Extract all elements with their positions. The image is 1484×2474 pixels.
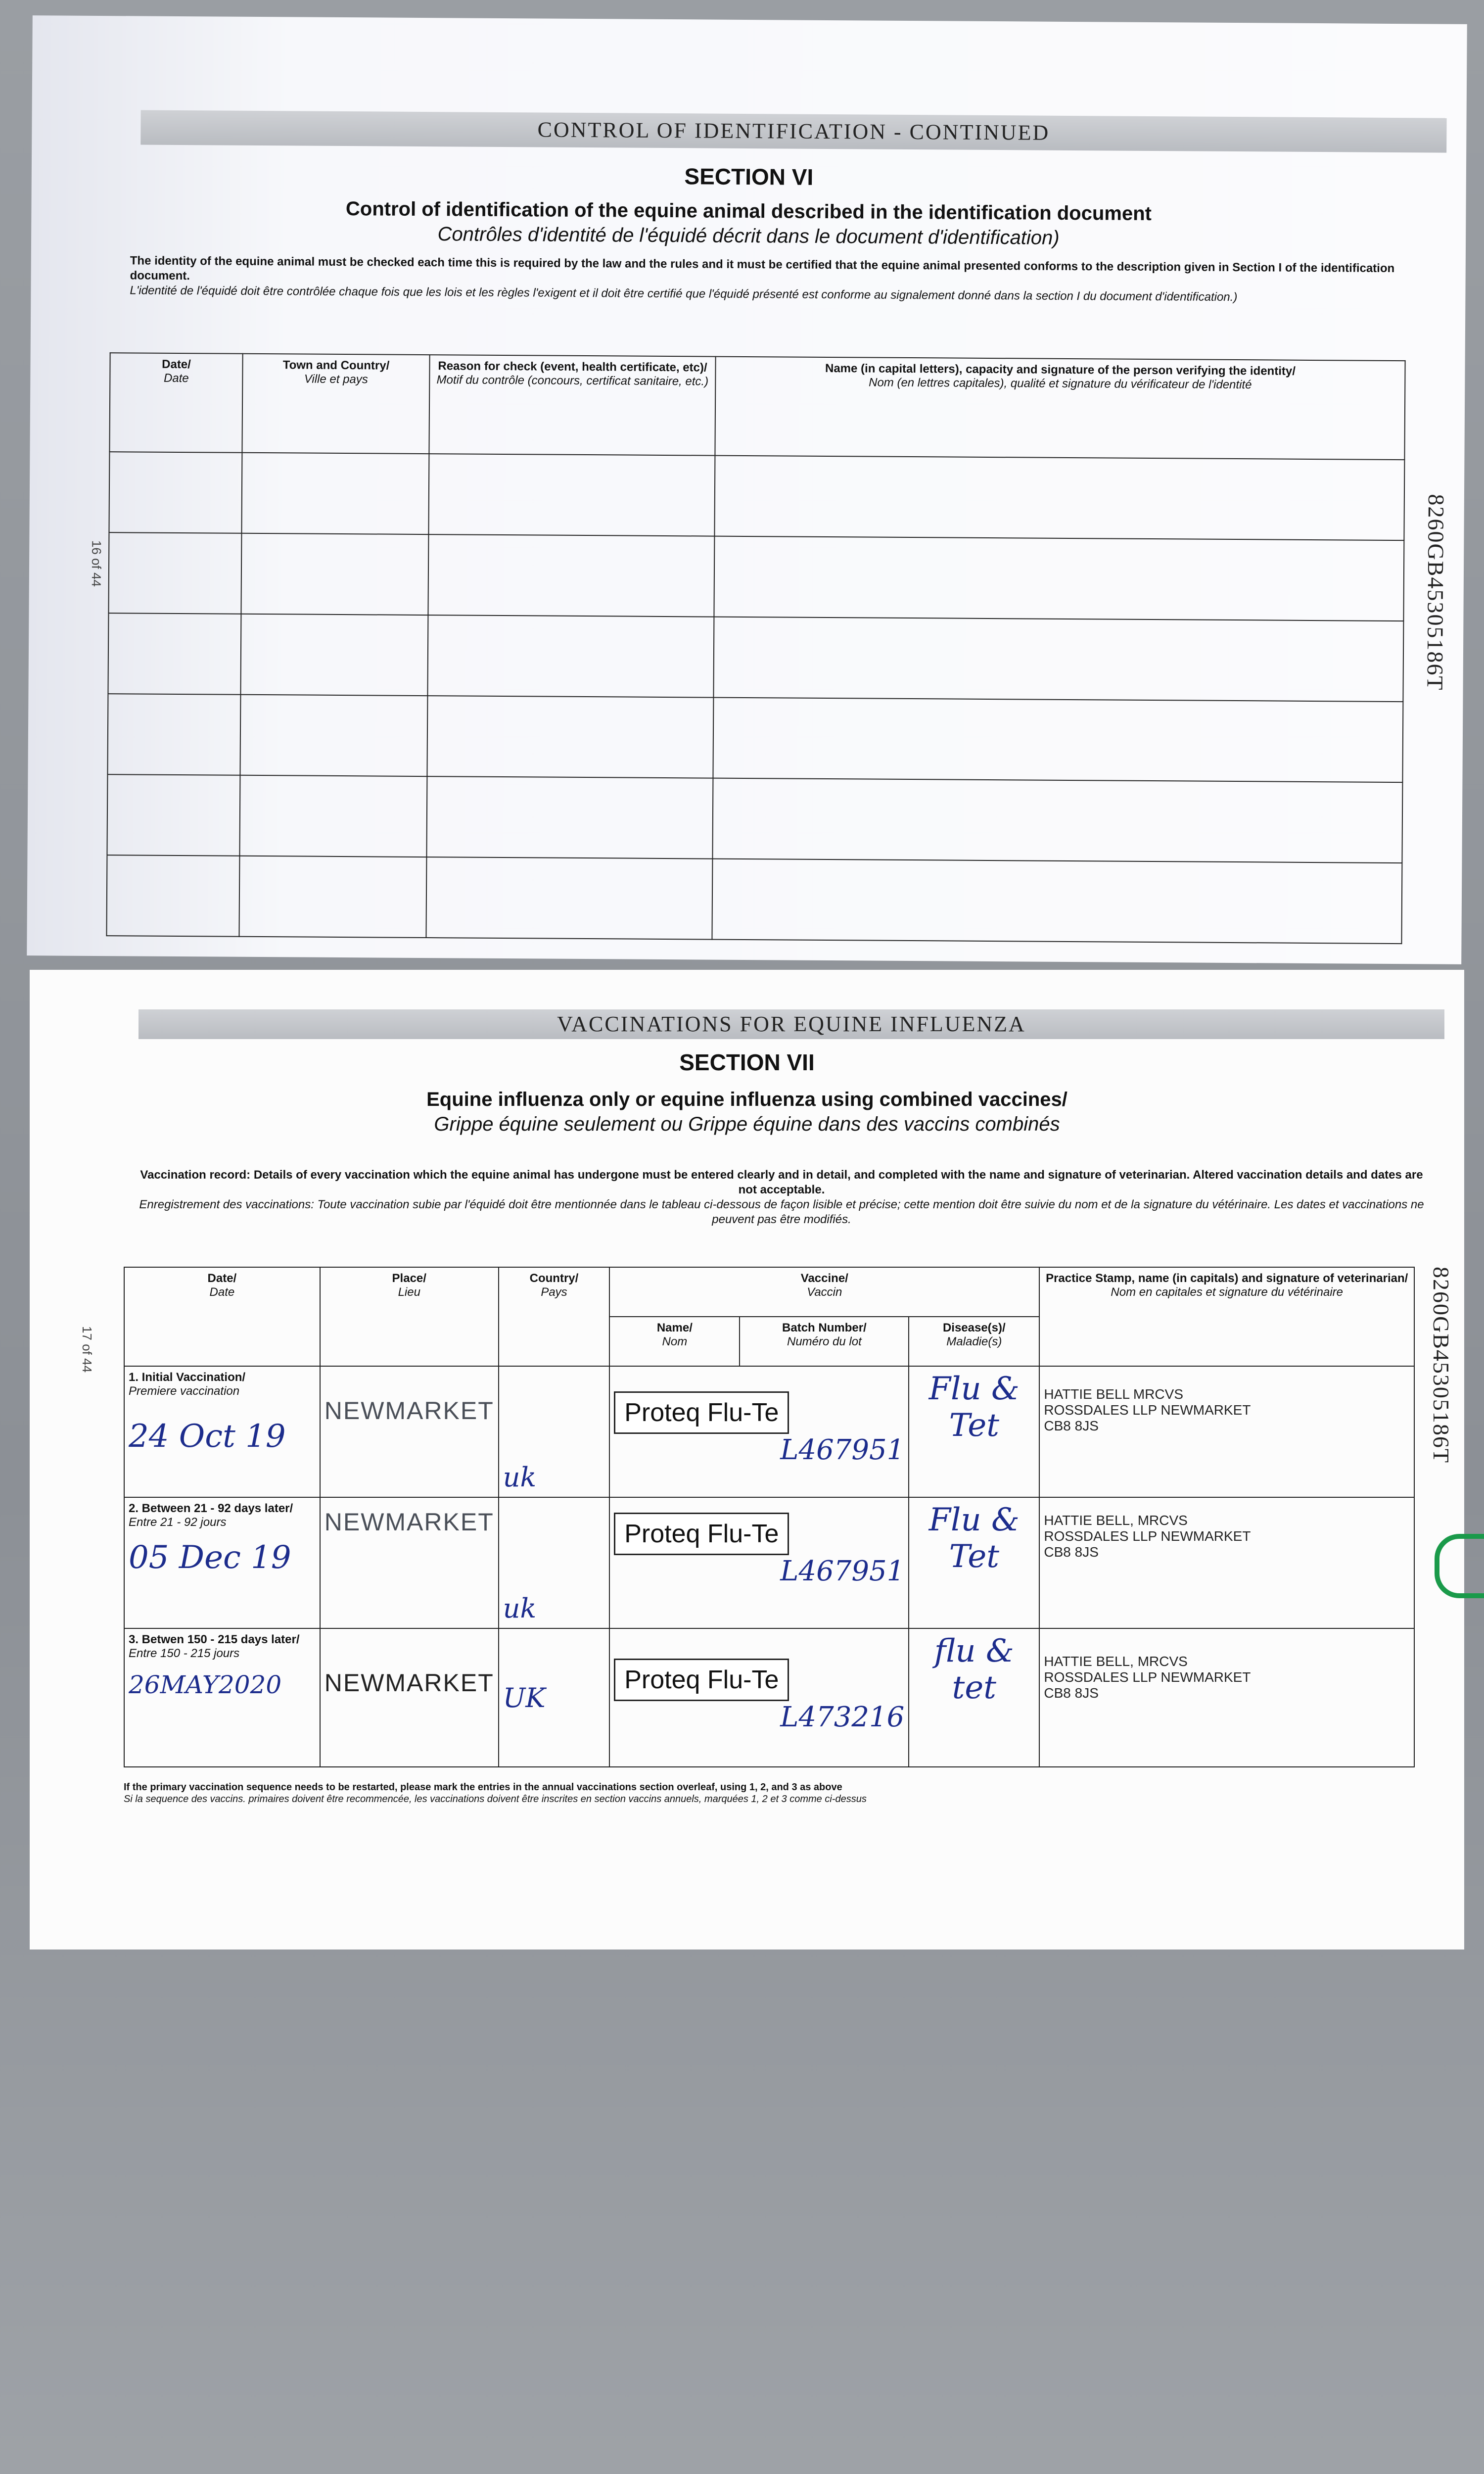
row-date-cell [124, 1628, 320, 1767]
passport-id: 8260GB45305186T [1429, 1267, 1454, 1464]
col-date [109, 353, 242, 453]
practice-stamp: HATTIE BELL MRCVS ROSSDALES LLP NEWMARKET CB8 8JS [1044, 1386, 1251, 1433]
col-vaccine-fr: Vaccin [807, 1285, 842, 1299]
vaccination-date: 24 Oct 19 [129, 1418, 286, 1455]
col-place [320, 1267, 499, 1366]
col-reason-fr: Motif du contrôle (concours, certificat sanitaire, etc.) [436, 373, 709, 388]
disease: flu & tet [934, 1633, 1014, 1706]
col-place-fr: Lieu [398, 1285, 420, 1299]
record-en: Vaccination record: Details of every vaccination which the equine animal has undergone must be entered clearly and in detail, and completed with the name and signature of veterinarian. Altered vaccination details and dates are not acceptable. [140, 1168, 1423, 1196]
table-row [106, 855, 1402, 944]
country: UK [503, 1682, 546, 1713]
country: uk [503, 1593, 537, 1624]
col-country-en: Country/ [529, 1272, 579, 1285]
section-title: SECTION VI [684, 163, 814, 190]
page-title-fr: Contrôles d'identité de l'équidé décrit dans le document d'identification) [437, 223, 1060, 249]
row-label-fr: Premiere vaccination [129, 1384, 240, 1398]
place-stamp: NEWMARKET [324, 1669, 494, 1697]
vaccination-table [124, 1267, 1415, 1767]
table-row [107, 774, 1402, 863]
batch-number: L467951 [780, 1434, 905, 1466]
col-verifier [715, 357, 1405, 460]
vaccine-stamp: Proteq Flu-Te [614, 1513, 789, 1555]
col-town-en: Town and Country/ [282, 358, 390, 373]
col-reason [429, 355, 715, 456]
col-date-fr: Date [163, 371, 189, 385]
table-row [107, 694, 1403, 782]
page-title: Control of identification of the equine animal described in the identification document [345, 198, 1152, 225]
page-section-vi [27, 15, 1467, 964]
batch-number: L473216 [780, 1701, 905, 1733]
row-date-cell [124, 1497, 320, 1628]
col-disease [909, 1317, 1039, 1366]
col-verifier-fr: Nom (en lettres capitales), qualité et signature du vérificateur de l'identité [869, 376, 1252, 392]
col-disease-fr: Maladie(s) [946, 1335, 1002, 1348]
col-vaccine-name-en: Name/ [656, 1321, 693, 1334]
page-title: Equine influenza only or equine influenza using combined vaccines/ [426, 1089, 1067, 1110]
page-number: 16 of 44 [89, 540, 104, 587]
row-label-fr: Entre 150 - 215 jours [129, 1647, 240, 1660]
country: uk [503, 1462, 537, 1493]
col-date-fr: Date [209, 1285, 235, 1299]
col-town [242, 354, 429, 454]
section-banner: CONTROL OF IDENTIFICATION - CONTINUED [140, 110, 1446, 153]
passport-id: 8260GB45305186T [1422, 494, 1449, 691]
row-label: 2. Between 21 - 92 days later/ [129, 1502, 293, 1515]
table-row [108, 613, 1403, 702]
instructions-fr: L'identité de l'équidé doit être contrôlée chaque fois que les lois et les règles l'exigent et il doit être certifié que l'équidé présenté est conforme au signalement donné dans la section I du document d'identification.) [130, 284, 1238, 304]
vaccination-date: 05 Dec 19 [129, 1539, 291, 1576]
col-practice [1039, 1267, 1414, 1366]
col-place-en: Place/ [392, 1272, 426, 1285]
vaccine-stamp: Proteq Flu-Te [614, 1659, 789, 1701]
section-title: SECTION VII [679, 1049, 815, 1075]
vaccine-stamp: Proteq Flu-Te [614, 1391, 789, 1434]
col-vaccine-name-fr: Nom [662, 1335, 688, 1348]
row-label-fr: Entre 21 - 92 jours [129, 1516, 227, 1529]
instructions [130, 253, 1426, 306]
practice-stamp: HATTIE BELL, MRCVS ROSSDALES LLP NEWMARKET CB8 8JS [1044, 1654, 1251, 1701]
record-fr: Enregistrement des vaccinations: Toute vaccination subie par l'équidé doit être mentionnée dans le tableau ci-dessous de façon lisible et précise; cette mention doit être suivie du nom et de la signature du vétérinaire. Les dates et vaccinations ne peuvent pas être modifiés. [139, 1198, 1424, 1226]
table-row [124, 1497, 1414, 1628]
row-label: 1. Initial Vaccination/ [129, 1371, 246, 1384]
col-disease-en: Disease(s)/ [942, 1321, 1006, 1334]
row-date-cell [124, 1366, 320, 1497]
table-row [109, 452, 1404, 540]
footnote [124, 1781, 1415, 1805]
col-country-fr: Pays [541, 1285, 567, 1299]
table-row [124, 1628, 1414, 1767]
col-date-en: Date/ [162, 357, 191, 372]
page-section-vii [30, 970, 1464, 1950]
identity-check-table [106, 352, 1405, 944]
col-verifier-en: Name (in capital letters), capacity and signature of the person verifying the identity/ [825, 361, 1296, 378]
disease: Flu & Tet [928, 1502, 1020, 1575]
col-practice-fr: Nom en capitales et signature du vétérinaire [1111, 1285, 1343, 1299]
footnote-fr: Si la sequence des vaccins. primaires doivent être recommencée, les vaccinations doivent être inscrites en section vaccins annuels, marquées 1, 2 et 3 comme ci-dessus [124, 1794, 867, 1805]
col-town-fr: Ville et pays [304, 372, 368, 386]
vaccination-date: 26MAY2020 [129, 1670, 282, 1699]
col-vaccine-en: Vaccine/ [800, 1272, 848, 1285]
practice-stamp: HATTIE BELL, MRCVS ROSSDALES LLP NEWMARKET CB8 8JS [1044, 1513, 1251, 1560]
col-date [124, 1267, 320, 1366]
place-stamp: NEWMARKET [324, 1508, 494, 1536]
place-stamp: NEWMARKET [324, 1397, 494, 1425]
page-title-fr: Grippe équine seulement ou Grippe équine dans des vaccins combinés [434, 1113, 1060, 1135]
table-row [108, 532, 1404, 621]
row-label: 3. Betwen 150 - 215 days later/ [129, 1633, 300, 1646]
col-vaccine [609, 1267, 1039, 1317]
disease: Flu & Tet [928, 1371, 1020, 1444]
batch-number: L467951 [780, 1555, 905, 1587]
col-practice-en: Practice Stamp, name (in capitals) and signature of veterinarian/ [1046, 1272, 1408, 1285]
instructions-en: The identity of the equine animal must be checked each time this is required by the law and the rules and it must be certified that the equine animal presented conforms to the description given in Section I of the identification document. [130, 254, 1395, 283]
paper-clip-icon [1435, 1534, 1484, 1598]
table-row [124, 1366, 1414, 1497]
col-country [499, 1267, 609, 1366]
col-date-en: Date/ [207, 1272, 237, 1285]
col-batch [740, 1317, 909, 1366]
col-vaccine-name [609, 1317, 740, 1366]
section-banner: VACCINATIONS FOR EQUINE INFLUENZA [139, 1009, 1444, 1039]
col-reason-en: Reason for check (event, health certificate, etc)/ [438, 359, 707, 375]
col-batch-en: Batch Number/ [782, 1321, 867, 1334]
col-batch-fr: Numéro du lot [787, 1335, 862, 1348]
page-number: 17 of 44 [80, 1326, 94, 1373]
vaccination-record-note [139, 1168, 1425, 1227]
footnote-en: If the primary vaccination sequence needs to be restarted, please mark the entries in the annual vaccinations section overleaf, using 1, 2, and 3 as above [124, 1782, 842, 1793]
